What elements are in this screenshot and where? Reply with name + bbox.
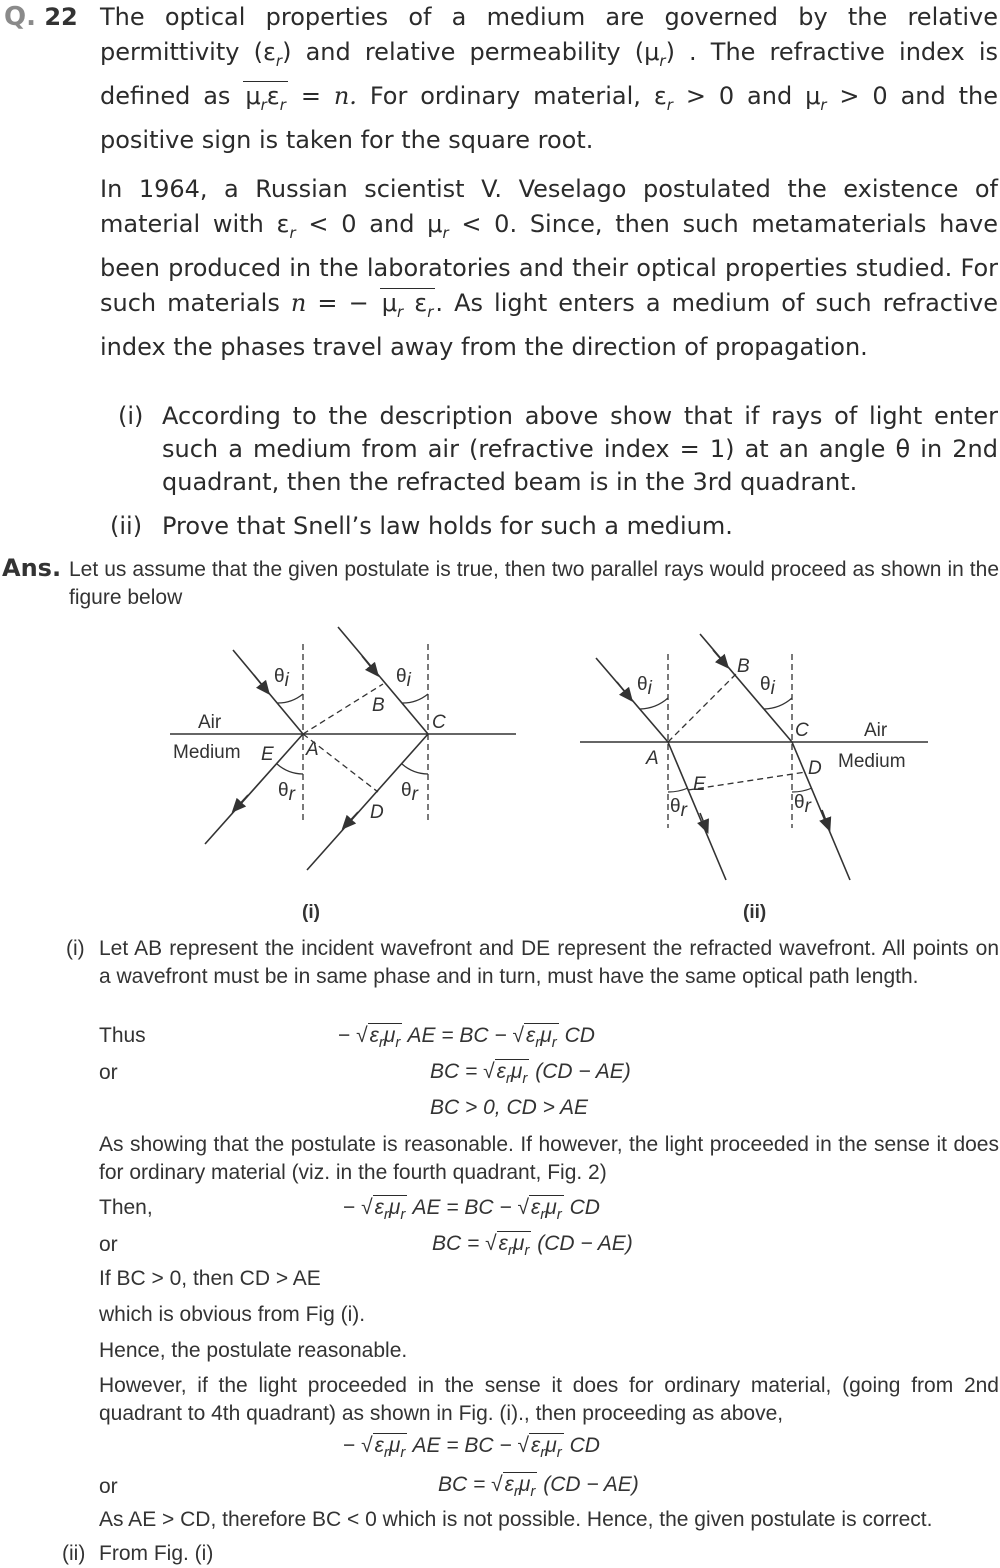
solution-i-text: Let AB represent the incident wavefront and DE represent the refracted wavefront. All points on a wavefront must be in same phase and in turn, must have the same optical path length. xyxy=(99,937,999,988)
fig1-arrow-4 xyxy=(346,812,358,825)
if-bc-line: If BC > 0, then CD > AE xyxy=(99,1267,321,1290)
obvious-line: which is obvious from Fig (i). xyxy=(99,1303,366,1326)
solution-ii-number: (ii) xyxy=(62,1542,86,1565)
sub-ii-number: (ii) xyxy=(110,512,143,540)
fig1-medium-label: Medium xyxy=(173,742,241,763)
fig2-point-a: A xyxy=(646,748,659,769)
ray-diagram-figure xyxy=(0,610,1000,930)
fig1-angle-arc-i2 xyxy=(402,694,428,703)
fig1-incident-ray-1 xyxy=(233,650,303,734)
sqrt-expression: $\mu_r\varepsilon_r$ xyxy=(245,81,286,114)
sub-ii-text: Prove that Snell’s law holds for such a medium. xyxy=(162,512,733,540)
fig2-theta-i-1: θi xyxy=(637,674,652,699)
fig1-point-d: D xyxy=(370,802,384,823)
fig1-angle-arc-i1 xyxy=(277,694,303,703)
fig2-point-c: C xyxy=(795,720,809,741)
sub-question-i xyxy=(118,400,998,500)
fig2-arrow-4 xyxy=(822,810,828,826)
fig1-point-b: B xyxy=(372,695,385,716)
fig2-angle-arc-i2 xyxy=(764,698,792,709)
fig2-theta-r-2: θr xyxy=(794,792,811,817)
fig2-wavefront-ed xyxy=(688,772,806,790)
equation-6: − $√\varepsilon_r\mu_r$ AE = BC − $√\varepsilon_r\mu_r$ CD xyxy=(343,1434,600,1462)
fig1-arrow-3 xyxy=(236,795,248,808)
solution-ii-text: From Fig. (i) xyxy=(99,1542,214,1565)
fig1-caption: (i) xyxy=(302,902,320,923)
fig2-arrow-1 xyxy=(617,682,629,697)
question-paragraph-1: The optical properties of a medium are governed by the relative permittivity $(\varepsilon_r)$ and relative permeability $(\mu_r)$ . The refractive index is defined as $\mu_r\varepsilon_r = n$. For ordinary material, $\varepsilon_r > 0$ and $\mu_r > 0$ and the positive sign is taken for the square root. xyxy=(100,3,998,154)
fig1-theta-i-1: θi xyxy=(274,666,289,691)
fig2-point-e: E xyxy=(693,774,706,795)
equation-7: BC = $√\varepsilon_r\mu_r$ (CD − AE) xyxy=(438,1473,639,1501)
or-label-2: or xyxy=(99,1233,118,1256)
fig2-theta-r-1: θr xyxy=(670,796,687,821)
fig2-point-d: D xyxy=(808,758,822,779)
equation-5: BC = $√\varepsilon_r\mu_r$ (CD − AE) xyxy=(432,1232,633,1260)
equation-4: − $√\varepsilon_r\mu_r$ AE = BC − $√\varepsilon_r\mu_r$ CD xyxy=(343,1196,600,1224)
fig1-refracted-ray-2 xyxy=(307,734,428,870)
fig2-wavefront-ab xyxy=(668,672,738,742)
however-text: However, if the light proceeded in the sense it does for ordinary material, (going from 2nd quadrant to 4th quadrant) as shown in Fig. (i)., then proceeding as above, xyxy=(99,1374,999,1425)
or-label-3: or xyxy=(99,1475,118,1498)
question-number: 22 xyxy=(44,3,78,31)
figure-ii xyxy=(580,634,928,923)
fig1-angle-arc-r1 xyxy=(277,764,303,774)
fig2-point-b: B xyxy=(737,656,750,677)
fig1-theta-r-1: θr xyxy=(278,780,295,805)
equation-2: BC = $√\varepsilon_r\mu_r$ (CD − AE) xyxy=(430,1060,631,1088)
ray-diagram-svg xyxy=(0,610,1000,930)
hence-line: Hence, the postulate reasonable. xyxy=(99,1339,408,1362)
fig2-angle-arc-r1 xyxy=(668,788,688,792)
fig2-caption: (ii) xyxy=(743,902,767,923)
question-mark: Q. xyxy=(4,2,36,32)
sub-question-ii xyxy=(110,510,998,544)
fig1-point-a: A xyxy=(306,739,319,760)
sqrt-expression-2: $\mu_r$ $\varepsilon_r$ xyxy=(381,288,434,321)
question-label xyxy=(4,2,78,32)
fig2-arrow-2 xyxy=(713,650,725,664)
figure-i xyxy=(170,627,516,923)
solution-showing-text: As showing that the postulate is reasonable. If however, the light proceeded in the sense it does for ordinary material (viz. in the fourth quadrant, Fig. 2) xyxy=(99,1133,999,1184)
fig2-theta-i-2: θi xyxy=(760,674,775,699)
fig1-arrow-2 xyxy=(362,656,375,672)
fig1-wavefront-ab xyxy=(303,684,383,734)
thus-label: Thus xyxy=(99,1024,146,1047)
sub-i-text: According to the description above show that if rays of light enter such a medium from air (refractive index = 1) at an angle θ in 2nd quadrant, then the refracted beam is in the 3rd quadrant. xyxy=(162,402,998,496)
fig1-theta-i-2: θi xyxy=(396,666,411,691)
question-paragraph-2: In 1964, a Russian scientist V. Veselago postulated the existence of material with $\varepsilon_r < 0$ and $\mu_r < 0$. Since, then such metamaterials have been produced in the laboratories and their optical properties studied. For such materials n = − $\mu_r$ $\varepsilon_r$. As light enters a medium of such refractive index the phases travel away from the direction of propagation. xyxy=(100,175,999,361)
answer-label: Ans. xyxy=(2,554,62,582)
fig1-incident-ray-2 xyxy=(338,627,428,734)
fig2-medium-label: Medium xyxy=(838,751,906,772)
equation-3: BC > 0, CD > AE xyxy=(430,1096,588,1119)
sub-i-number: (i) xyxy=(118,402,144,430)
then-label: Then, xyxy=(99,1196,153,1219)
fig2-incident-ray-1 xyxy=(596,658,668,742)
answer-intro: Let us assume that the given postulate is true, then two parallel rays would proceed as shown in the figure below xyxy=(69,558,999,609)
fig2-angle-arc-i1 xyxy=(640,698,668,709)
fig2-air-label: Air xyxy=(864,720,888,741)
fig1-point-e: E xyxy=(261,744,274,765)
equation-1: − $√\varepsilon_r\mu_r$ AE = BC − $√\varepsilon_r\mu_r$ CD xyxy=(338,1024,595,1052)
or-label-1: or xyxy=(99,1061,118,1084)
fig1-arrow-1 xyxy=(254,675,266,690)
fig1-point-c: C xyxy=(432,712,446,733)
fig1-air-label: Air xyxy=(198,712,222,733)
solution-i-number: (i) xyxy=(66,937,85,960)
fig1-theta-r-2: θr xyxy=(401,780,418,805)
fig1-angle-arc-r2 xyxy=(402,764,428,774)
final-conclusion: As AE > CD, therefore BC < 0 which is not possible. Hence, the given postulate is correct. xyxy=(99,1508,933,1531)
